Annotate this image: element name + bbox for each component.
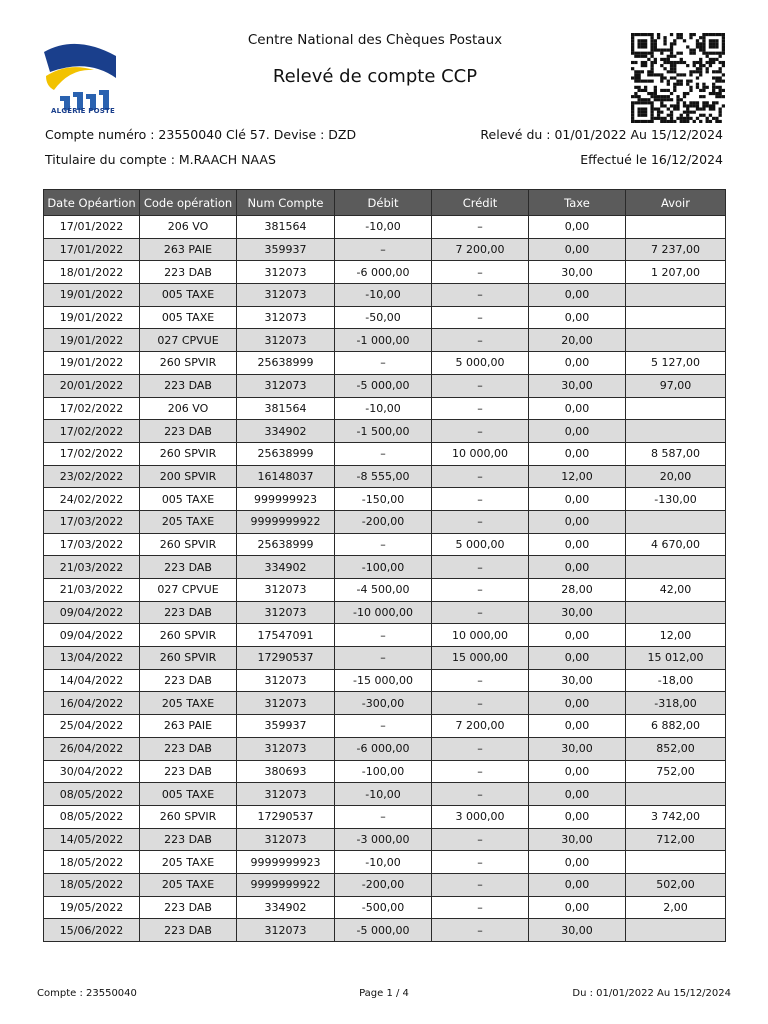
organization-title: Centre National des Chèques Postaux (247, 32, 503, 48)
cell-date: 23/02/2022 (44, 465, 140, 488)
cell-account: 312073 (237, 669, 335, 692)
cell-credit: – (432, 760, 529, 783)
cell-account: 17290537 (237, 805, 335, 828)
cell-balance: -18,00 (626, 669, 726, 692)
cell-balance (626, 919, 726, 942)
logo-text: ALGÉRIE POSTE (51, 107, 115, 115)
cell-date: 17/01/2022 (44, 238, 140, 261)
table-row (44, 851, 726, 874)
cell-date: 18/05/2022 (44, 851, 140, 874)
table-row (44, 624, 726, 647)
cell-balance: 502,00 (626, 873, 726, 896)
cell-tax: 12,00 (529, 465, 626, 488)
column-header-account: Num Compte (237, 190, 335, 216)
cell-tax: 30,00 (529, 669, 626, 692)
cell-credit: – (432, 420, 529, 443)
cell-account: 359937 (237, 238, 335, 261)
table-row (44, 374, 726, 397)
cell-account: 312073 (237, 306, 335, 329)
table-row (44, 556, 726, 579)
cell-code: 223 DAB (140, 896, 237, 919)
cell-balance: 7 237,00 (626, 238, 726, 261)
cell-date: 17/02/2022 (44, 420, 140, 443)
cell-date: 08/05/2022 (44, 805, 140, 828)
cell-code: 206 VO (140, 216, 237, 239)
column-header-balance: Avoir (626, 190, 726, 216)
cell-account: 17290537 (237, 647, 335, 670)
cell-credit: 7 200,00 (432, 715, 529, 738)
cell-debit: -15 000,00 (335, 669, 432, 692)
cell-debit: – (335, 442, 432, 465)
cell-code: 260 SPVIR (140, 647, 237, 670)
cell-date: 26/04/2022 (44, 737, 140, 760)
issue-date: Effectué le 16/12/2024 (580, 152, 723, 167)
cell-tax: 28,00 (529, 579, 626, 602)
cell-date: 19/01/2022 (44, 352, 140, 375)
cell-code: 205 TAXE (140, 873, 237, 896)
cell-date: 14/05/2022 (44, 828, 140, 851)
cell-account: 312073 (237, 783, 335, 806)
cell-balance: 852,00 (626, 737, 726, 760)
cell-credit: – (432, 329, 529, 352)
cell-debit: -1 000,00 (335, 329, 432, 352)
cell-credit: – (432, 261, 529, 284)
cell-tax: 0,00 (529, 510, 626, 533)
cell-date: 21/03/2022 (44, 556, 140, 579)
cell-credit: – (432, 783, 529, 806)
cell-credit: 15 000,00 (432, 647, 529, 670)
cell-tax: 0,00 (529, 442, 626, 465)
cell-tax: 0,00 (529, 533, 626, 556)
cell-debit: -50,00 (335, 306, 432, 329)
cell-balance: 15 012,00 (626, 647, 726, 670)
cell-code: 027 CPVUE (140, 579, 237, 602)
cell-debit: – (335, 624, 432, 647)
cell-date: 19/01/2022 (44, 306, 140, 329)
cell-balance: 20,00 (626, 465, 726, 488)
cell-account: 359937 (237, 715, 335, 738)
cell-code: 205 TAXE (140, 851, 237, 874)
qr-code-icon (631, 33, 725, 123)
cell-credit: 10 000,00 (432, 624, 529, 647)
cell-credit: 10 000,00 (432, 442, 529, 465)
table-row (44, 261, 726, 284)
cell-account: 17547091 (237, 624, 335, 647)
cell-code: 260 SPVIR (140, 624, 237, 647)
table-row (44, 805, 726, 828)
cell-credit: 5 000,00 (432, 352, 529, 375)
cell-credit: 3 000,00 (432, 805, 529, 828)
column-header-code: Code opération (140, 190, 237, 216)
cell-debit: -10,00 (335, 851, 432, 874)
statement-period: Relevé du : 01/01/2022 Au 15/12/2024 (480, 127, 723, 142)
cell-debit: -1 500,00 (335, 420, 432, 443)
table-row (44, 715, 726, 738)
cell-debit: -200,00 (335, 510, 432, 533)
footer-account: Compte : 23550040 (37, 988, 137, 999)
cell-date: 17/02/2022 (44, 397, 140, 420)
cell-balance: 4 670,00 (626, 533, 726, 556)
cell-code: 205 TAXE (140, 510, 237, 533)
cell-tax: 0,00 (529, 556, 626, 579)
cell-debit: – (335, 805, 432, 828)
table-row (44, 669, 726, 692)
cell-code: 263 PAIE (140, 715, 237, 738)
cell-date: 13/04/2022 (44, 647, 140, 670)
cell-tax: 0,00 (529, 284, 626, 307)
table-row (44, 737, 726, 760)
cell-account: 312073 (237, 737, 335, 760)
cell-account: 25638999 (237, 442, 335, 465)
cell-credit: – (432, 488, 529, 511)
cell-credit: – (432, 579, 529, 602)
cell-balance (626, 420, 726, 443)
cell-credit: – (432, 397, 529, 420)
table-row (44, 510, 726, 533)
cell-balance: 3 742,00 (626, 805, 726, 828)
cell-code: 005 TAXE (140, 783, 237, 806)
cell-account: 9999999923 (237, 851, 335, 874)
cell-credit: – (432, 737, 529, 760)
cell-code: 223 DAB (140, 556, 237, 579)
cell-credit: – (432, 828, 529, 851)
table-row (44, 919, 726, 942)
cell-debit: -8 555,00 (335, 465, 432, 488)
cell-balance (626, 601, 726, 624)
table-row (44, 488, 726, 511)
cell-debit: -6 000,00 (335, 261, 432, 284)
cell-balance: 2,00 (626, 896, 726, 919)
column-header-credit: Crédit (432, 190, 529, 216)
cell-code: 206 VO (140, 397, 237, 420)
cell-credit: – (432, 851, 529, 874)
account-holder: Titulaire du compte : M.RAACH NAAS (45, 152, 276, 167)
table-row (44, 284, 726, 307)
cell-debit: -100,00 (335, 556, 432, 579)
cell-balance (626, 306, 726, 329)
table-row (44, 601, 726, 624)
table-row (44, 216, 726, 239)
cell-balance (626, 510, 726, 533)
cell-date: 20/01/2022 (44, 374, 140, 397)
cell-code: 005 TAXE (140, 284, 237, 307)
cell-credit: – (432, 510, 529, 533)
cell-balance (626, 851, 726, 874)
cell-tax: 0,00 (529, 624, 626, 647)
cell-code: 205 TAXE (140, 692, 237, 715)
footer-period: Du : 01/01/2022 Au 15/12/2024 (572, 988, 731, 999)
table-row (44, 420, 726, 443)
cell-tax: 0,00 (529, 873, 626, 896)
cell-tax: 0,00 (529, 783, 626, 806)
cell-tax: 0,00 (529, 692, 626, 715)
cell-account: 9999999922 (237, 510, 335, 533)
document-title: Relevé de compte CCP (272, 66, 478, 87)
cell-balance: 5 127,00 (626, 352, 726, 375)
cell-tax: 0,00 (529, 397, 626, 420)
cell-credit: – (432, 284, 529, 307)
column-header-debit: Débit (335, 190, 432, 216)
cell-credit: 5 000,00 (432, 533, 529, 556)
cell-tax: 0,00 (529, 216, 626, 239)
cell-tax: 0,00 (529, 760, 626, 783)
cell-debit: -10,00 (335, 783, 432, 806)
table-row (44, 873, 726, 896)
table-header-row (44, 190, 726, 216)
cell-credit: – (432, 374, 529, 397)
cell-account: 312073 (237, 329, 335, 352)
cell-date: 09/04/2022 (44, 601, 140, 624)
cell-code: 223 DAB (140, 601, 237, 624)
cell-account: 312073 (237, 579, 335, 602)
cell-date: 15/06/2022 (44, 919, 140, 942)
cell-date: 24/02/2022 (44, 488, 140, 511)
cell-account: 381564 (237, 397, 335, 420)
cell-date: 16/04/2022 (44, 692, 140, 715)
cell-code: 260 SPVIR (140, 805, 237, 828)
cell-account: 380693 (237, 760, 335, 783)
cell-code: 223 DAB (140, 919, 237, 942)
cell-code: 223 DAB (140, 828, 237, 851)
cell-date: 08/05/2022 (44, 783, 140, 806)
cell-tax: 30,00 (529, 261, 626, 284)
column-header-date: Date Opéartion (44, 190, 140, 216)
cell-code: 223 DAB (140, 374, 237, 397)
cell-code: 263 PAIE (140, 238, 237, 261)
cell-account: 334902 (237, 896, 335, 919)
cell-tax: 0,00 (529, 420, 626, 443)
cell-date: 30/04/2022 (44, 760, 140, 783)
cell-balance: -130,00 (626, 488, 726, 511)
footer-page-number: Page 1 / 4 (359, 988, 409, 999)
cell-account: 312073 (237, 261, 335, 284)
cell-tax: 0,00 (529, 238, 626, 261)
cell-date: 19/05/2022 (44, 896, 140, 919)
table-row (44, 306, 726, 329)
cell-tax: 0,00 (529, 851, 626, 874)
cell-date: 17/01/2022 (44, 216, 140, 239)
table-row (44, 442, 726, 465)
column-header-tax: Taxe (529, 190, 626, 216)
cell-tax: 0,00 (529, 352, 626, 375)
cell-tax: 0,00 (529, 805, 626, 828)
cell-tax: 30,00 (529, 828, 626, 851)
cell-account: 16148037 (237, 465, 335, 488)
cell-date: 09/04/2022 (44, 624, 140, 647)
cell-credit: – (432, 873, 529, 896)
cell-balance: 6 882,00 (626, 715, 726, 738)
table-row (44, 647, 726, 670)
table-row (44, 783, 726, 806)
cell-tax: 0,00 (529, 647, 626, 670)
cell-date: 18/05/2022 (44, 873, 140, 896)
cell-balance: 752,00 (626, 760, 726, 783)
cell-debit: -3 000,00 (335, 828, 432, 851)
cell-tax: 30,00 (529, 601, 626, 624)
cell-balance: 8 587,00 (626, 442, 726, 465)
cell-date: 17/03/2022 (44, 510, 140, 533)
cell-date: 17/02/2022 (44, 442, 140, 465)
table-row (44, 465, 726, 488)
cell-debit: -4 500,00 (335, 579, 432, 602)
cell-credit: – (432, 919, 529, 942)
cell-credit: – (432, 306, 529, 329)
cell-date: 19/01/2022 (44, 329, 140, 352)
cell-debit: -100,00 (335, 760, 432, 783)
cell-debit: – (335, 533, 432, 556)
cell-debit: -6 000,00 (335, 737, 432, 760)
cell-balance (626, 284, 726, 307)
cell-credit: – (432, 556, 529, 579)
transactions-table (43, 189, 726, 942)
table-body (44, 216, 726, 942)
cell-account: 312073 (237, 692, 335, 715)
cell-debit: -10,00 (335, 284, 432, 307)
table-row (44, 760, 726, 783)
cell-account: 312073 (237, 919, 335, 942)
cell-code: 223 DAB (140, 760, 237, 783)
cell-credit: – (432, 896, 529, 919)
cell-date: 21/03/2022 (44, 579, 140, 602)
cell-code: 223 DAB (140, 669, 237, 692)
cell-debit: – (335, 715, 432, 738)
cell-date: 19/01/2022 (44, 284, 140, 307)
table-row (44, 533, 726, 556)
cell-debit: -10 000,00 (335, 601, 432, 624)
cell-account: 381564 (237, 216, 335, 239)
cell-balance (626, 216, 726, 239)
cell-balance: 42,00 (626, 579, 726, 602)
cell-credit: – (432, 601, 529, 624)
table-row (44, 828, 726, 851)
cell-account: 334902 (237, 420, 335, 443)
cell-balance: -318,00 (626, 692, 726, 715)
cell-tax: 30,00 (529, 919, 626, 942)
cell-balance: 12,00 (626, 624, 726, 647)
cell-code: 005 TAXE (140, 306, 237, 329)
table-row (44, 352, 726, 375)
cell-debit: -5 000,00 (335, 374, 432, 397)
cell-debit: – (335, 352, 432, 375)
cell-tax: 20,00 (529, 329, 626, 352)
cell-debit: – (335, 647, 432, 670)
cell-code: 005 TAXE (140, 488, 237, 511)
cell-account: 312073 (237, 828, 335, 851)
cell-code: 260 SPVIR (140, 442, 237, 465)
cell-debit: -200,00 (335, 873, 432, 896)
account-number: Compte numéro : 23550040 Clé 57. Devise : DZD (45, 127, 357, 142)
cell-account: 312073 (237, 374, 335, 397)
cell-account: 312073 (237, 284, 335, 307)
cell-date: 17/03/2022 (44, 533, 140, 556)
cell-debit: -10,00 (335, 397, 432, 420)
cell-tax: 0,00 (529, 715, 626, 738)
table-row (44, 329, 726, 352)
cell-credit: 7 200,00 (432, 238, 529, 261)
cell-code: 223 DAB (140, 737, 237, 760)
cell-balance (626, 783, 726, 806)
cell-tax: 0,00 (529, 896, 626, 919)
cell-tax: 30,00 (529, 737, 626, 760)
cell-balance (626, 556, 726, 579)
table-row (44, 397, 726, 420)
cell-account: 312073 (237, 601, 335, 624)
cell-account: 999999923 (237, 488, 335, 511)
cell-code: 260 SPVIR (140, 352, 237, 375)
cell-date: 14/04/2022 (44, 669, 140, 692)
table-row (44, 896, 726, 919)
cell-balance: 97,00 (626, 374, 726, 397)
cell-account: 334902 (237, 556, 335, 579)
cell-account: 25638999 (237, 352, 335, 375)
cell-code: 027 CPVUE (140, 329, 237, 352)
cell-credit: – (432, 465, 529, 488)
cell-balance: 1 207,00 (626, 261, 726, 284)
table-row (44, 579, 726, 602)
cell-account: 9999999922 (237, 873, 335, 896)
cell-date: 18/01/2022 (44, 261, 140, 284)
cell-code: 223 DAB (140, 261, 237, 284)
cell-tax: 0,00 (529, 306, 626, 329)
cell-code: 200 SPVIR (140, 465, 237, 488)
table-row (44, 238, 726, 261)
cell-tax: 30,00 (529, 374, 626, 397)
cell-credit: – (432, 216, 529, 239)
cell-credit: – (432, 692, 529, 715)
cell-tax: 0,00 (529, 488, 626, 511)
cell-credit: – (432, 669, 529, 692)
cell-debit: -300,00 (335, 692, 432, 715)
cell-date: 25/04/2022 (44, 715, 140, 738)
cell-debit: -150,00 (335, 488, 432, 511)
cell-debit: – (335, 238, 432, 261)
cell-debit: -10,00 (335, 216, 432, 239)
table-row (44, 692, 726, 715)
cell-code: 223 DAB (140, 420, 237, 443)
cell-balance (626, 397, 726, 420)
cell-debit: -5 000,00 (335, 919, 432, 942)
cell-balance (626, 329, 726, 352)
cell-code: 260 SPVIR (140, 533, 237, 556)
cell-debit: -500,00 (335, 896, 432, 919)
cell-account: 25638999 (237, 533, 335, 556)
cell-balance: 712,00 (626, 828, 726, 851)
